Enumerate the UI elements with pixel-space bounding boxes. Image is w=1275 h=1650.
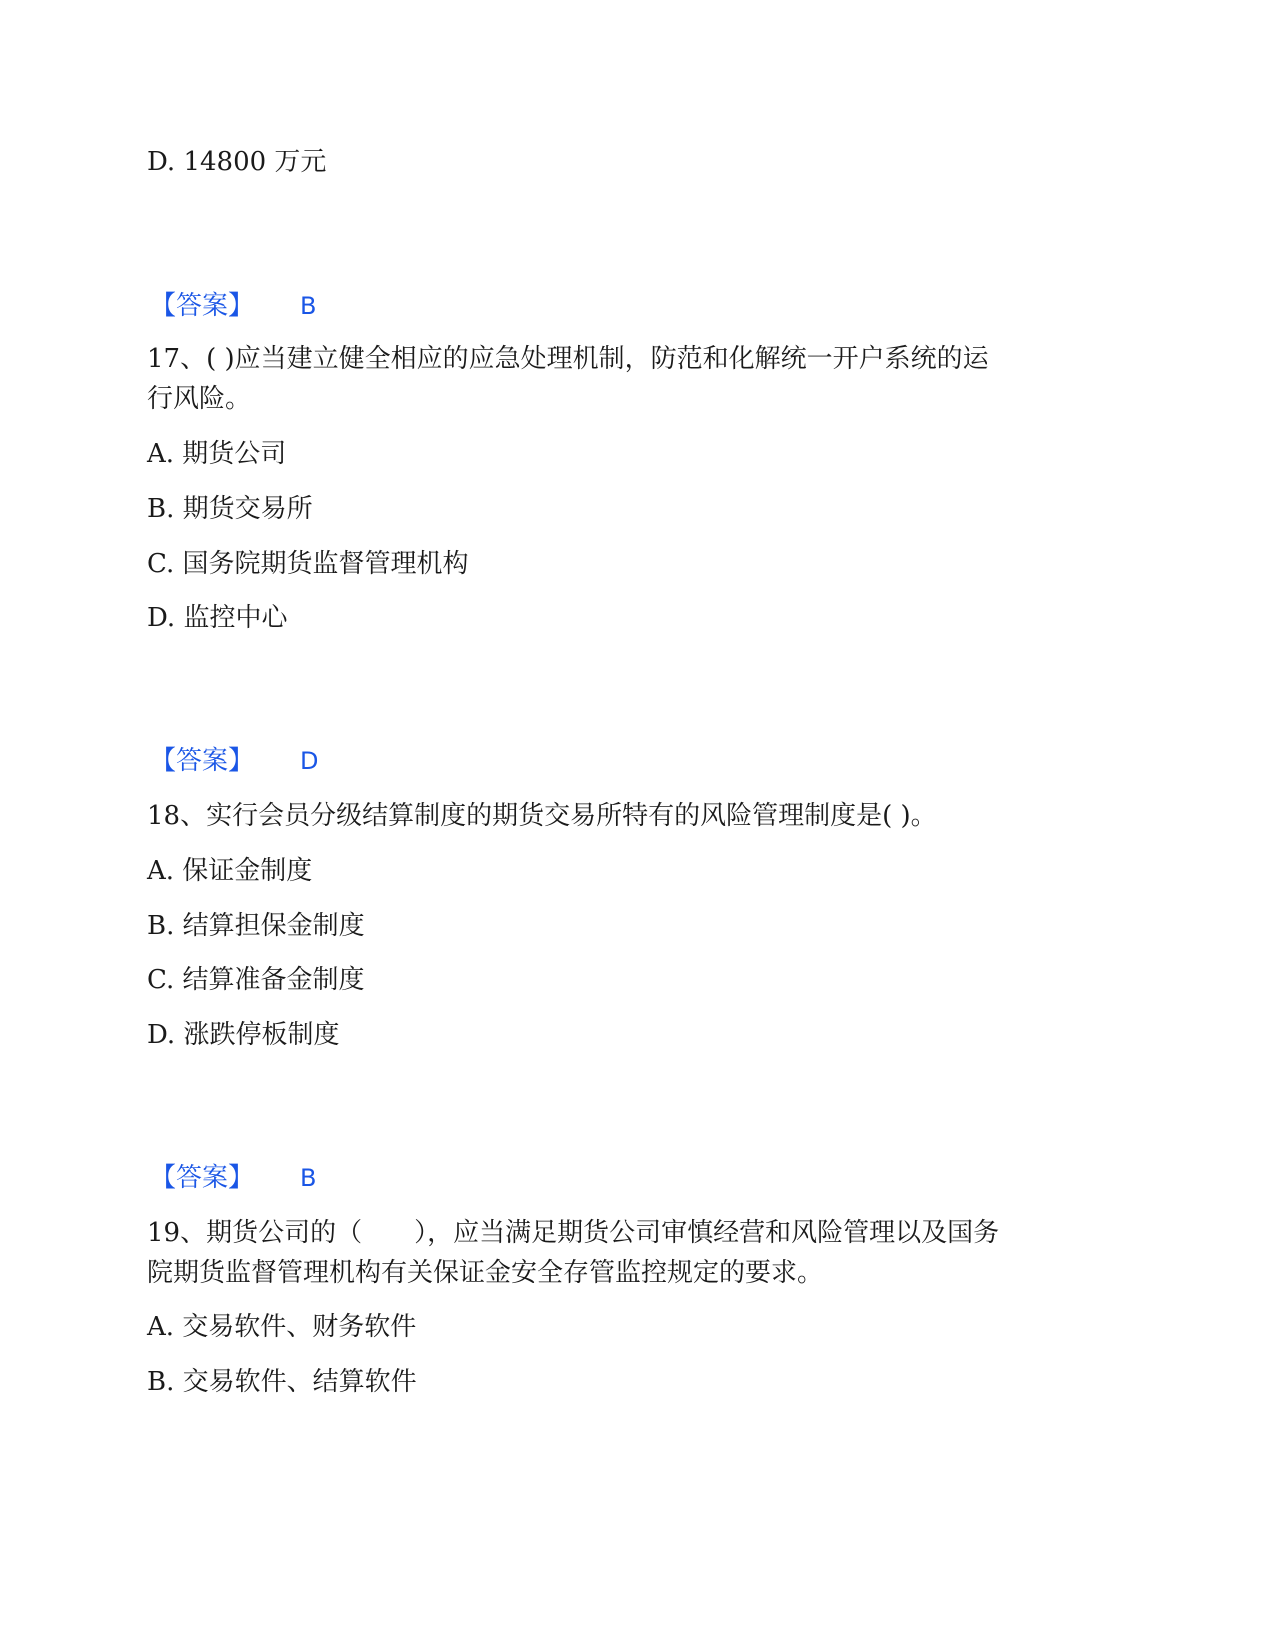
option-d-prev: D. 14800 万元	[147, 147, 327, 177]
question-19-line-2: 院期货监督管理机构有关保证金安全存管监控规定的要求。	[147, 1258, 824, 1288]
option-18-b: B. 结算担保金制度	[147, 911, 365, 941]
answer-17	[150, 741, 319, 781]
answer-label: 【答案】	[150, 746, 255, 776]
option-17-c: C. 国务院期货监督管理机构	[147, 549, 469, 579]
option-18-d: D. 涨跌停板制度	[147, 1020, 340, 1050]
answer-18	[150, 1158, 316, 1198]
question-19-line-1: 19、期货公司的（ ），应当满足期货公司审慎经营和风险管理以及国务	[147, 1218, 1000, 1248]
answer-label: 【答案】	[150, 291, 255, 321]
option-18-a: A. 保证金制度	[147, 856, 313, 886]
answer-value: B	[300, 292, 317, 320]
question-18-line-1: 18、实行会员分级结算制度的期货交易所特有的风险管理制度是( )。	[147, 801, 937, 831]
option-17-a: A. 期货公司	[147, 439, 287, 469]
option-17-b: B. 期货交易所	[147, 494, 313, 524]
question-17-line-2: 行风险。	[147, 384, 252, 414]
answer-label: 【答案】	[150, 1163, 255, 1193]
answer-value: D	[300, 747, 319, 775]
answer-16	[150, 286, 316, 326]
option-18-c: C. 结算准备金制度	[147, 965, 365, 995]
option-17-d: D. 监控中心	[147, 603, 288, 633]
option-19-b: B. 交易软件、结算软件	[147, 1367, 417, 1397]
answer-value: B	[300, 1164, 317, 1192]
option-19-a: A. 交易软件、财务软件	[147, 1312, 417, 1342]
question-17-line-1: 17、( )应当建立健全相应的应急处理机制，防范和化解统一开户系统的运	[147, 344, 989, 374]
